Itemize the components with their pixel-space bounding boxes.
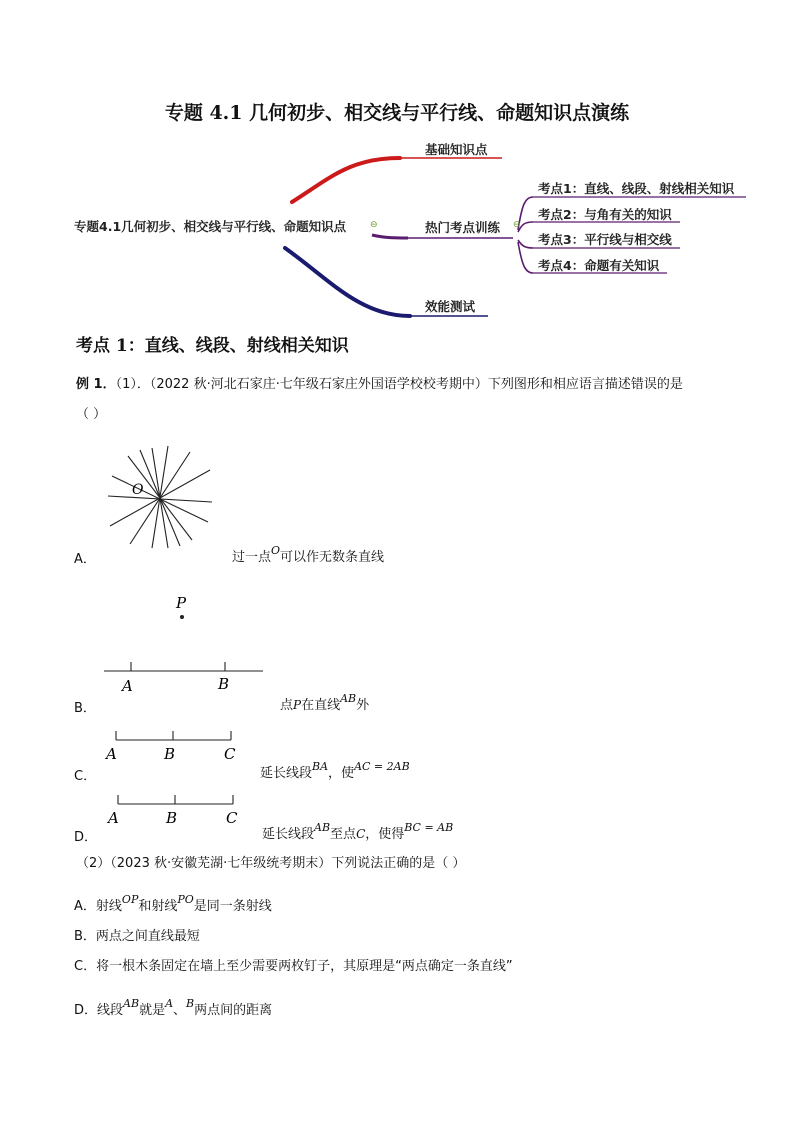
point-label-B: B: [218, 675, 230, 693]
mindmap: [0, 0, 794, 330]
mindmap-leaf: 考点2：与角有关的知识: [538, 207, 672, 222]
q2-option-A: A．射线$^{OP}$和射线$^{PO}$是同一条射线: [74, 893, 272, 914]
svg-text:A: A: [106, 745, 117, 763]
example-question: [76, 373, 683, 392]
option-D-text: 延长线段$^{AB}$至点C，使得$^{BC = AB}$: [262, 821, 454, 842]
q2-option-C: C．将一根木条固定在墙上至少需要两枚钉子，其原理是“两点确定一条直线”: [74, 959, 513, 974]
svg-text:C: C: [224, 745, 236, 763]
point-label-A: A: [122, 677, 133, 695]
svg-text:B: B: [166, 809, 178, 827]
mindmap-leaf: 考点4：命题有关知识: [538, 258, 660, 273]
svg-text:C: C: [226, 809, 238, 827]
q2-option-D: D．线段$^{AB}$就是$^A$、$^B$两点间的距离: [74, 997, 273, 1018]
mindmap-branch-bottom: 效能测试: [425, 299, 476, 314]
page-title: 专题 4.1 几何初步、相交线与平行线、命题知识点演练: [164, 102, 630, 124]
svg-text:B: B: [164, 745, 176, 763]
collapse-icon[interactable]: ⊖: [370, 220, 378, 230]
mindmap-branch-top-curve: [292, 158, 400, 202]
mindmap-branch-bottom-curve: [285, 248, 410, 316]
section-heading: 考点 1：直线、线段、射线相关知识: [76, 336, 349, 356]
option-label: D．: [74, 830, 98, 845]
option-label: C．: [74, 769, 97, 784]
example-label: 例 1．: [76, 377, 116, 392]
mindmap-root: 专题4.1几何初步、相交线与平行线、命题知识点: [74, 219, 347, 234]
figure-point-outside-line: [100, 592, 270, 696]
svg-text:A: A: [108, 809, 119, 827]
figure-lines-through-point: [100, 440, 230, 560]
option-B-text: 点P在直线$^{AB}$外: [280, 692, 370, 713]
point-label-O: O: [132, 482, 144, 498]
mindmap-branch-top: 基础知识点: [425, 142, 488, 157]
mindmap-leaf: 考点1：直线、线段、射线相关知识: [538, 181, 735, 196]
question-text: （1）．（2022 秋·河北石家庄·七年级石家庄外国语学校校考期中）下列图形和相应语言描述错误的是: [115, 377, 683, 392]
option-C-text: 延长线段$^{BA}$，使$^{AC = 2AB}$: [260, 760, 410, 781]
figure-segment-ABC: [100, 728, 250, 764]
q2-option-B: B．两点之间直线最短: [74, 929, 200, 944]
collapse-icon[interactable]: ⊖: [513, 220, 521, 230]
point-label-P: P: [176, 594, 187, 612]
answer-paren: （ ）: [76, 407, 107, 422]
option-label: B．: [74, 701, 96, 716]
question-text: （2）（2023 秋·安徽芜湖·七年级统考期末）下列说法正确的是（ ）: [76, 856, 466, 871]
mindmap-leaf3-curve: [518, 240, 533, 248]
figure-segment-ABC: [100, 792, 250, 828]
mindmap-branch-mid: 热门考点训练: [425, 220, 501, 235]
option-label: A．: [74, 552, 96, 567]
option-A-text: 过一点$^O$可以作无数条直线: [232, 544, 385, 565]
mindmap-branch-mid-curve: [372, 235, 408, 238]
mindmap-leaf: 考点3：平行线与相交线: [538, 232, 672, 247]
